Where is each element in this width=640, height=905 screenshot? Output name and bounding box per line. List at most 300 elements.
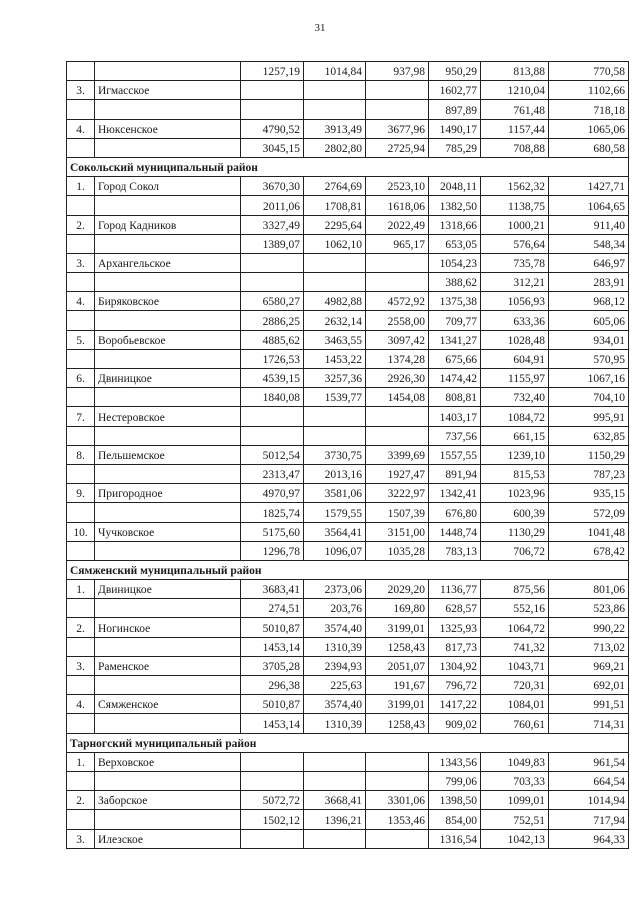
row-index: [67, 273, 95, 292]
value-cell: 714,31: [549, 714, 629, 733]
value-cell: [241, 752, 304, 771]
value-cell: [304, 752, 366, 771]
value-cell: 633,36: [481, 311, 549, 330]
value-cell: 737,56: [429, 426, 481, 445]
table-row: [67, 81, 629, 100]
value-cell: 2048,11: [429, 177, 481, 196]
value-cell: 1840,08: [241, 388, 304, 407]
value-cell: 604,91: [481, 349, 549, 368]
table-row: [67, 618, 629, 637]
value-cell: 741,32: [481, 637, 549, 656]
value-cell: 572,09: [549, 503, 629, 522]
settlement-name: Архангельское: [95, 253, 241, 272]
settlement-name: Пельшемское: [95, 445, 241, 464]
value-cell: 3199,01: [366, 618, 429, 637]
value-cell: [366, 771, 429, 790]
settlement-name: Илезское: [95, 829, 241, 848]
value-cell: 1049,83: [481, 752, 549, 771]
table-row: [67, 388, 629, 407]
value-cell: 3581,06: [304, 484, 366, 503]
value-cell: 1014,94: [549, 791, 629, 810]
value-cell: 1453,14: [241, 714, 304, 733]
value-cell: [304, 81, 366, 100]
value-cell: 1258,43: [366, 637, 429, 656]
table-row: [67, 599, 629, 618]
value-cell: 761,48: [481, 100, 549, 119]
value-cell: 605,06: [549, 311, 629, 330]
value-cell: 891,94: [429, 464, 481, 483]
value-cell: 3257,36: [304, 369, 366, 388]
value-cell: 854,00: [429, 810, 481, 829]
value-cell: 968,12: [549, 292, 629, 311]
value-cell: 1099,01: [481, 791, 549, 810]
value-cell: 388,62: [429, 273, 481, 292]
value-cell: [304, 253, 366, 272]
value-cell: 1035,28: [366, 541, 429, 560]
value-cell: 2051,07: [366, 656, 429, 675]
value-cell: 1023,96: [481, 484, 549, 503]
row-index: [67, 464, 95, 483]
value-cell: 1557,55: [429, 445, 481, 464]
value-cell: 817,73: [429, 637, 481, 656]
value-cell: 1375,38: [429, 292, 481, 311]
value-cell: 706,72: [481, 541, 549, 560]
value-cell: 1239,10: [481, 445, 549, 464]
table-row: [67, 273, 629, 292]
page-number: 31: [314, 22, 326, 34]
table-row: [67, 138, 629, 157]
value-cell: 720,31: [481, 676, 549, 695]
value-cell: 3463,55: [304, 330, 366, 349]
value-cell: 3670,30: [241, 177, 304, 196]
value-cell: 675,66: [429, 349, 481, 368]
table-row: [67, 522, 629, 541]
settlement-name: Заборское: [95, 791, 241, 810]
row-index: 8.: [67, 445, 95, 464]
value-cell: 1210,04: [481, 81, 549, 100]
value-cell: 760,61: [481, 714, 549, 733]
value-cell: 1343,56: [429, 752, 481, 771]
value-cell: 2802,80: [304, 138, 366, 157]
value-cell: 1474,42: [429, 369, 481, 388]
settlement-name: [95, 810, 241, 829]
tariff-table: [66, 61, 629, 849]
row-index: 4.: [67, 292, 95, 311]
value-cell: [304, 771, 366, 790]
value-cell: 1042,13: [481, 829, 549, 848]
value-cell: 296,38: [241, 676, 304, 695]
value-cell: 203,76: [304, 599, 366, 618]
table-row: [67, 810, 629, 829]
value-cell: 2013,16: [304, 464, 366, 483]
row-index: [67, 138, 95, 157]
value-cell: 3574,40: [304, 618, 366, 637]
settlement-name: [95, 138, 241, 157]
value-cell: 4970,97: [241, 484, 304, 503]
value-cell: 2022,49: [366, 215, 429, 234]
value-cell: 717,94: [549, 810, 629, 829]
value-cell: 628,57: [429, 599, 481, 618]
value-cell: 2886,25: [241, 311, 304, 330]
settlement-name: Сямженское: [95, 695, 241, 714]
value-cell: 1310,39: [304, 714, 366, 733]
value-cell: 815,53: [481, 464, 549, 483]
value-cell: 3668,41: [304, 791, 366, 810]
value-cell: 1258,43: [366, 714, 429, 733]
value-cell: 653,05: [429, 234, 481, 253]
value-cell: 3045,15: [241, 138, 304, 157]
settlement-name: [95, 100, 241, 119]
value-cell: 523,86: [549, 599, 629, 618]
value-cell: 1102,66: [549, 81, 629, 100]
value-cell: 1341,27: [429, 330, 481, 349]
value-cell: 312,21: [481, 273, 549, 292]
value-cell: 1130,29: [481, 522, 549, 541]
row-index: [67, 541, 95, 560]
value-cell: 3301,06: [366, 791, 429, 810]
section-header-row: [67, 560, 629, 579]
value-cell: 1054,23: [429, 253, 481, 272]
value-cell: 2725,94: [366, 138, 429, 157]
table-row: [67, 426, 629, 445]
value-cell: 1157,44: [481, 119, 549, 138]
value-cell: [241, 253, 304, 272]
value-cell: 1708,81: [304, 196, 366, 215]
value-cell: 1056,93: [481, 292, 549, 311]
value-cell: 1579,55: [304, 503, 366, 522]
row-index: [67, 426, 95, 445]
value-cell: 708,88: [481, 138, 549, 157]
value-cell: 1150,29: [549, 445, 629, 464]
settlement-name: [95, 234, 241, 253]
value-cell: 1304,92: [429, 656, 481, 675]
table-row: [67, 196, 629, 215]
value-cell: 169,80: [366, 599, 429, 618]
value-cell: 678,42: [549, 541, 629, 560]
value-cell: 808,81: [429, 388, 481, 407]
value-cell: 4539,15: [241, 369, 304, 388]
value-cell: 1028,48: [481, 330, 549, 349]
value-cell: 2029,20: [366, 580, 429, 599]
value-cell: 570,95: [549, 349, 629, 368]
row-index: [67, 234, 95, 253]
value-cell: 2373,06: [304, 580, 366, 599]
value-cell: 1602,77: [429, 81, 481, 100]
value-cell: 875,56: [481, 580, 549, 599]
value-cell: 5072,72: [241, 791, 304, 810]
value-cell: 991,51: [549, 695, 629, 714]
value-cell: 3199,01: [366, 695, 429, 714]
value-cell: 3730,75: [304, 445, 366, 464]
table-row: [67, 656, 629, 675]
value-cell: 1000,21: [481, 215, 549, 234]
value-cell: 1318,66: [429, 215, 481, 234]
row-index: [67, 100, 95, 119]
table-row: [67, 253, 629, 272]
value-cell: 783,13: [429, 541, 481, 560]
value-cell: 1014,84: [304, 62, 366, 81]
row-index: 4.: [67, 695, 95, 714]
row-index: 1.: [67, 177, 95, 196]
value-cell: 4885,62: [241, 330, 304, 349]
value-cell: 1138,75: [481, 196, 549, 215]
settlement-name: [95, 349, 241, 368]
value-cell: 1502,12: [241, 810, 304, 829]
settlement-name: [95, 637, 241, 656]
value-cell: [366, 407, 429, 426]
row-index: 6.: [67, 369, 95, 388]
table-row: [67, 100, 629, 119]
value-cell: 3222,97: [366, 484, 429, 503]
settlement-name: [95, 62, 241, 81]
value-cell: [366, 100, 429, 119]
row-index: 1.: [67, 752, 95, 771]
value-cell: [304, 407, 366, 426]
table-row: [67, 484, 629, 503]
table-row: [67, 311, 629, 330]
value-cell: 3705,28: [241, 656, 304, 675]
value-cell: 646,97: [549, 253, 629, 272]
value-cell: 785,29: [429, 138, 481, 157]
value-cell: 548,34: [549, 234, 629, 253]
table-row: [67, 215, 629, 234]
value-cell: 1342,41: [429, 484, 481, 503]
value-cell: 799,06: [429, 771, 481, 790]
value-cell: 718,18: [549, 100, 629, 119]
value-cell: 950,29: [429, 62, 481, 81]
value-cell: 1064,65: [549, 196, 629, 215]
value-cell: 3151,00: [366, 522, 429, 541]
table-row: [67, 119, 629, 138]
value-cell: 787,23: [549, 464, 629, 483]
settlement-name: Верховское: [95, 752, 241, 771]
value-cell: 1316,54: [429, 829, 481, 848]
row-index: [67, 503, 95, 522]
table-row: [67, 445, 629, 464]
settlement-name: Пригородное: [95, 484, 241, 503]
value-cell: 964,33: [549, 829, 629, 848]
value-cell: 1562,32: [481, 177, 549, 196]
value-cell: 1396,21: [304, 810, 366, 829]
table-row: [67, 369, 629, 388]
value-cell: 5175,60: [241, 522, 304, 541]
value-cell: 735,78: [481, 253, 549, 272]
value-cell: 2523,10: [366, 177, 429, 196]
settlement-name: Город Кадников: [95, 215, 241, 234]
settlement-name: [95, 714, 241, 733]
table-row: [67, 234, 629, 253]
table-row: [67, 637, 629, 656]
value-cell: 2295,64: [304, 215, 366, 234]
table-row: [67, 676, 629, 695]
row-index: 7.: [67, 407, 95, 426]
value-cell: [241, 407, 304, 426]
value-cell: 1382,50: [429, 196, 481, 215]
value-cell: 897,89: [429, 100, 481, 119]
value-cell: 813,88: [481, 62, 549, 81]
value-cell: 3913,49: [304, 119, 366, 138]
value-cell: 990,22: [549, 618, 629, 637]
value-cell: [304, 829, 366, 848]
value-cell: 1065,06: [549, 119, 629, 138]
section-title: Тарногский муниципальный район: [67, 733, 629, 752]
value-cell: 801,06: [549, 580, 629, 599]
value-cell: [241, 81, 304, 100]
value-cell: 704,10: [549, 388, 629, 407]
value-cell: 2558,00: [366, 311, 429, 330]
value-cell: 1084,01: [481, 695, 549, 714]
value-cell: 1136,77: [429, 580, 481, 599]
value-cell: 1043,71: [481, 656, 549, 675]
value-cell: 2394,93: [304, 656, 366, 675]
value-cell: 2764,69: [304, 177, 366, 196]
row-index: 3.: [67, 829, 95, 848]
value-cell: 709,77: [429, 311, 481, 330]
value-cell: 1325,93: [429, 618, 481, 637]
row-index: [67, 349, 95, 368]
value-cell: 3683,41: [241, 580, 304, 599]
value-cell: 1490,17: [429, 119, 481, 138]
table-row: [67, 752, 629, 771]
value-cell: 1454,08: [366, 388, 429, 407]
value-cell: 934,01: [549, 330, 629, 349]
value-cell: 1155,97: [481, 369, 549, 388]
value-cell: 225,63: [304, 676, 366, 695]
table-row: [67, 407, 629, 426]
table-row: [67, 177, 629, 196]
value-cell: 3097,42: [366, 330, 429, 349]
settlement-name: Раменское: [95, 656, 241, 675]
row-index: 2.: [67, 791, 95, 810]
table-row: [67, 330, 629, 349]
value-cell: 1064,72: [481, 618, 549, 637]
value-cell: 1403,17: [429, 407, 481, 426]
value-cell: 600,39: [481, 503, 549, 522]
settlement-name: [95, 311, 241, 330]
value-cell: 676,80: [429, 503, 481, 522]
value-cell: 5010,87: [241, 618, 304, 637]
settlement-name: [95, 273, 241, 292]
settlement-name: [95, 426, 241, 445]
section-header-row: [67, 157, 629, 176]
value-cell: 661,15: [481, 426, 549, 445]
value-cell: [241, 771, 304, 790]
value-cell: 5010,87: [241, 695, 304, 714]
value-cell: 3399,69: [366, 445, 429, 464]
value-cell: 1062,10: [304, 234, 366, 253]
value-cell: 732,40: [481, 388, 549, 407]
value-cell: 1389,07: [241, 234, 304, 253]
value-cell: [241, 426, 304, 445]
value-cell: 6580,27: [241, 292, 304, 311]
row-index: 9.: [67, 484, 95, 503]
row-index: [67, 62, 95, 81]
value-cell: [304, 273, 366, 292]
row-index: [67, 311, 95, 330]
settlement-name: Игмасское: [95, 81, 241, 100]
table-row: [67, 349, 629, 368]
row-index: 3.: [67, 81, 95, 100]
table-row: [67, 541, 629, 560]
value-cell: 2313,47: [241, 464, 304, 483]
table-row: [67, 503, 629, 522]
value-cell: 274,51: [241, 599, 304, 618]
value-cell: [366, 752, 429, 771]
table-row: [67, 829, 629, 848]
settlement-name: Двиницкое: [95, 580, 241, 599]
value-cell: [366, 426, 429, 445]
value-cell: 552,16: [481, 599, 549, 618]
value-cell: 664,54: [549, 771, 629, 790]
value-cell: 1374,28: [366, 349, 429, 368]
settlement-name: [95, 771, 241, 790]
table-row: [67, 580, 629, 599]
value-cell: 632,85: [549, 426, 629, 445]
value-cell: 1507,39: [366, 503, 429, 522]
settlement-name: Нюксенское: [95, 119, 241, 138]
row-index: 3.: [67, 253, 95, 272]
value-cell: 283,91: [549, 273, 629, 292]
value-cell: 1825,74: [241, 503, 304, 522]
table-row: [67, 695, 629, 714]
settlement-name: [95, 464, 241, 483]
value-cell: [241, 100, 304, 119]
value-cell: 3327,49: [241, 215, 304, 234]
value-cell: [366, 273, 429, 292]
value-cell: 1084,72: [481, 407, 549, 426]
value-cell: [366, 829, 429, 848]
settlement-name: Биряковское: [95, 292, 241, 311]
value-cell: 680,58: [549, 138, 629, 157]
value-cell: 961,54: [549, 752, 629, 771]
section-title: Сямженский муниципальный район: [67, 560, 629, 579]
value-cell: [241, 829, 304, 848]
value-cell: 1096,07: [304, 541, 366, 560]
row-index: 3.: [67, 656, 95, 675]
value-cell: [366, 81, 429, 100]
row-index: 10.: [67, 522, 95, 541]
value-cell: 703,33: [481, 771, 549, 790]
value-cell: [304, 100, 366, 119]
value-cell: 1539,77: [304, 388, 366, 407]
row-index: [67, 676, 95, 695]
row-index: [67, 810, 95, 829]
value-cell: 3677,96: [366, 119, 429, 138]
value-cell: [366, 253, 429, 272]
settlement-name: [95, 541, 241, 560]
value-cell: 1067,16: [549, 369, 629, 388]
table-row: [67, 292, 629, 311]
value-cell: 1417,22: [429, 695, 481, 714]
settlement-name: Город Сокол: [95, 177, 241, 196]
value-cell: 2926,30: [366, 369, 429, 388]
value-cell: 770,58: [549, 62, 629, 81]
value-cell: 969,21: [549, 656, 629, 675]
row-index: [67, 196, 95, 215]
value-cell: 995,91: [549, 407, 629, 426]
row-index: [67, 771, 95, 790]
settlement-name: Воробьевское: [95, 330, 241, 349]
value-cell: 752,51: [481, 810, 549, 829]
value-cell: 796,72: [429, 676, 481, 695]
row-index: [67, 599, 95, 618]
value-cell: 935,15: [549, 484, 629, 503]
row-index: 2.: [67, 618, 95, 637]
row-index: [67, 714, 95, 733]
value-cell: 3574,40: [304, 695, 366, 714]
table-row: [67, 791, 629, 810]
value-cell: 937,98: [366, 62, 429, 81]
